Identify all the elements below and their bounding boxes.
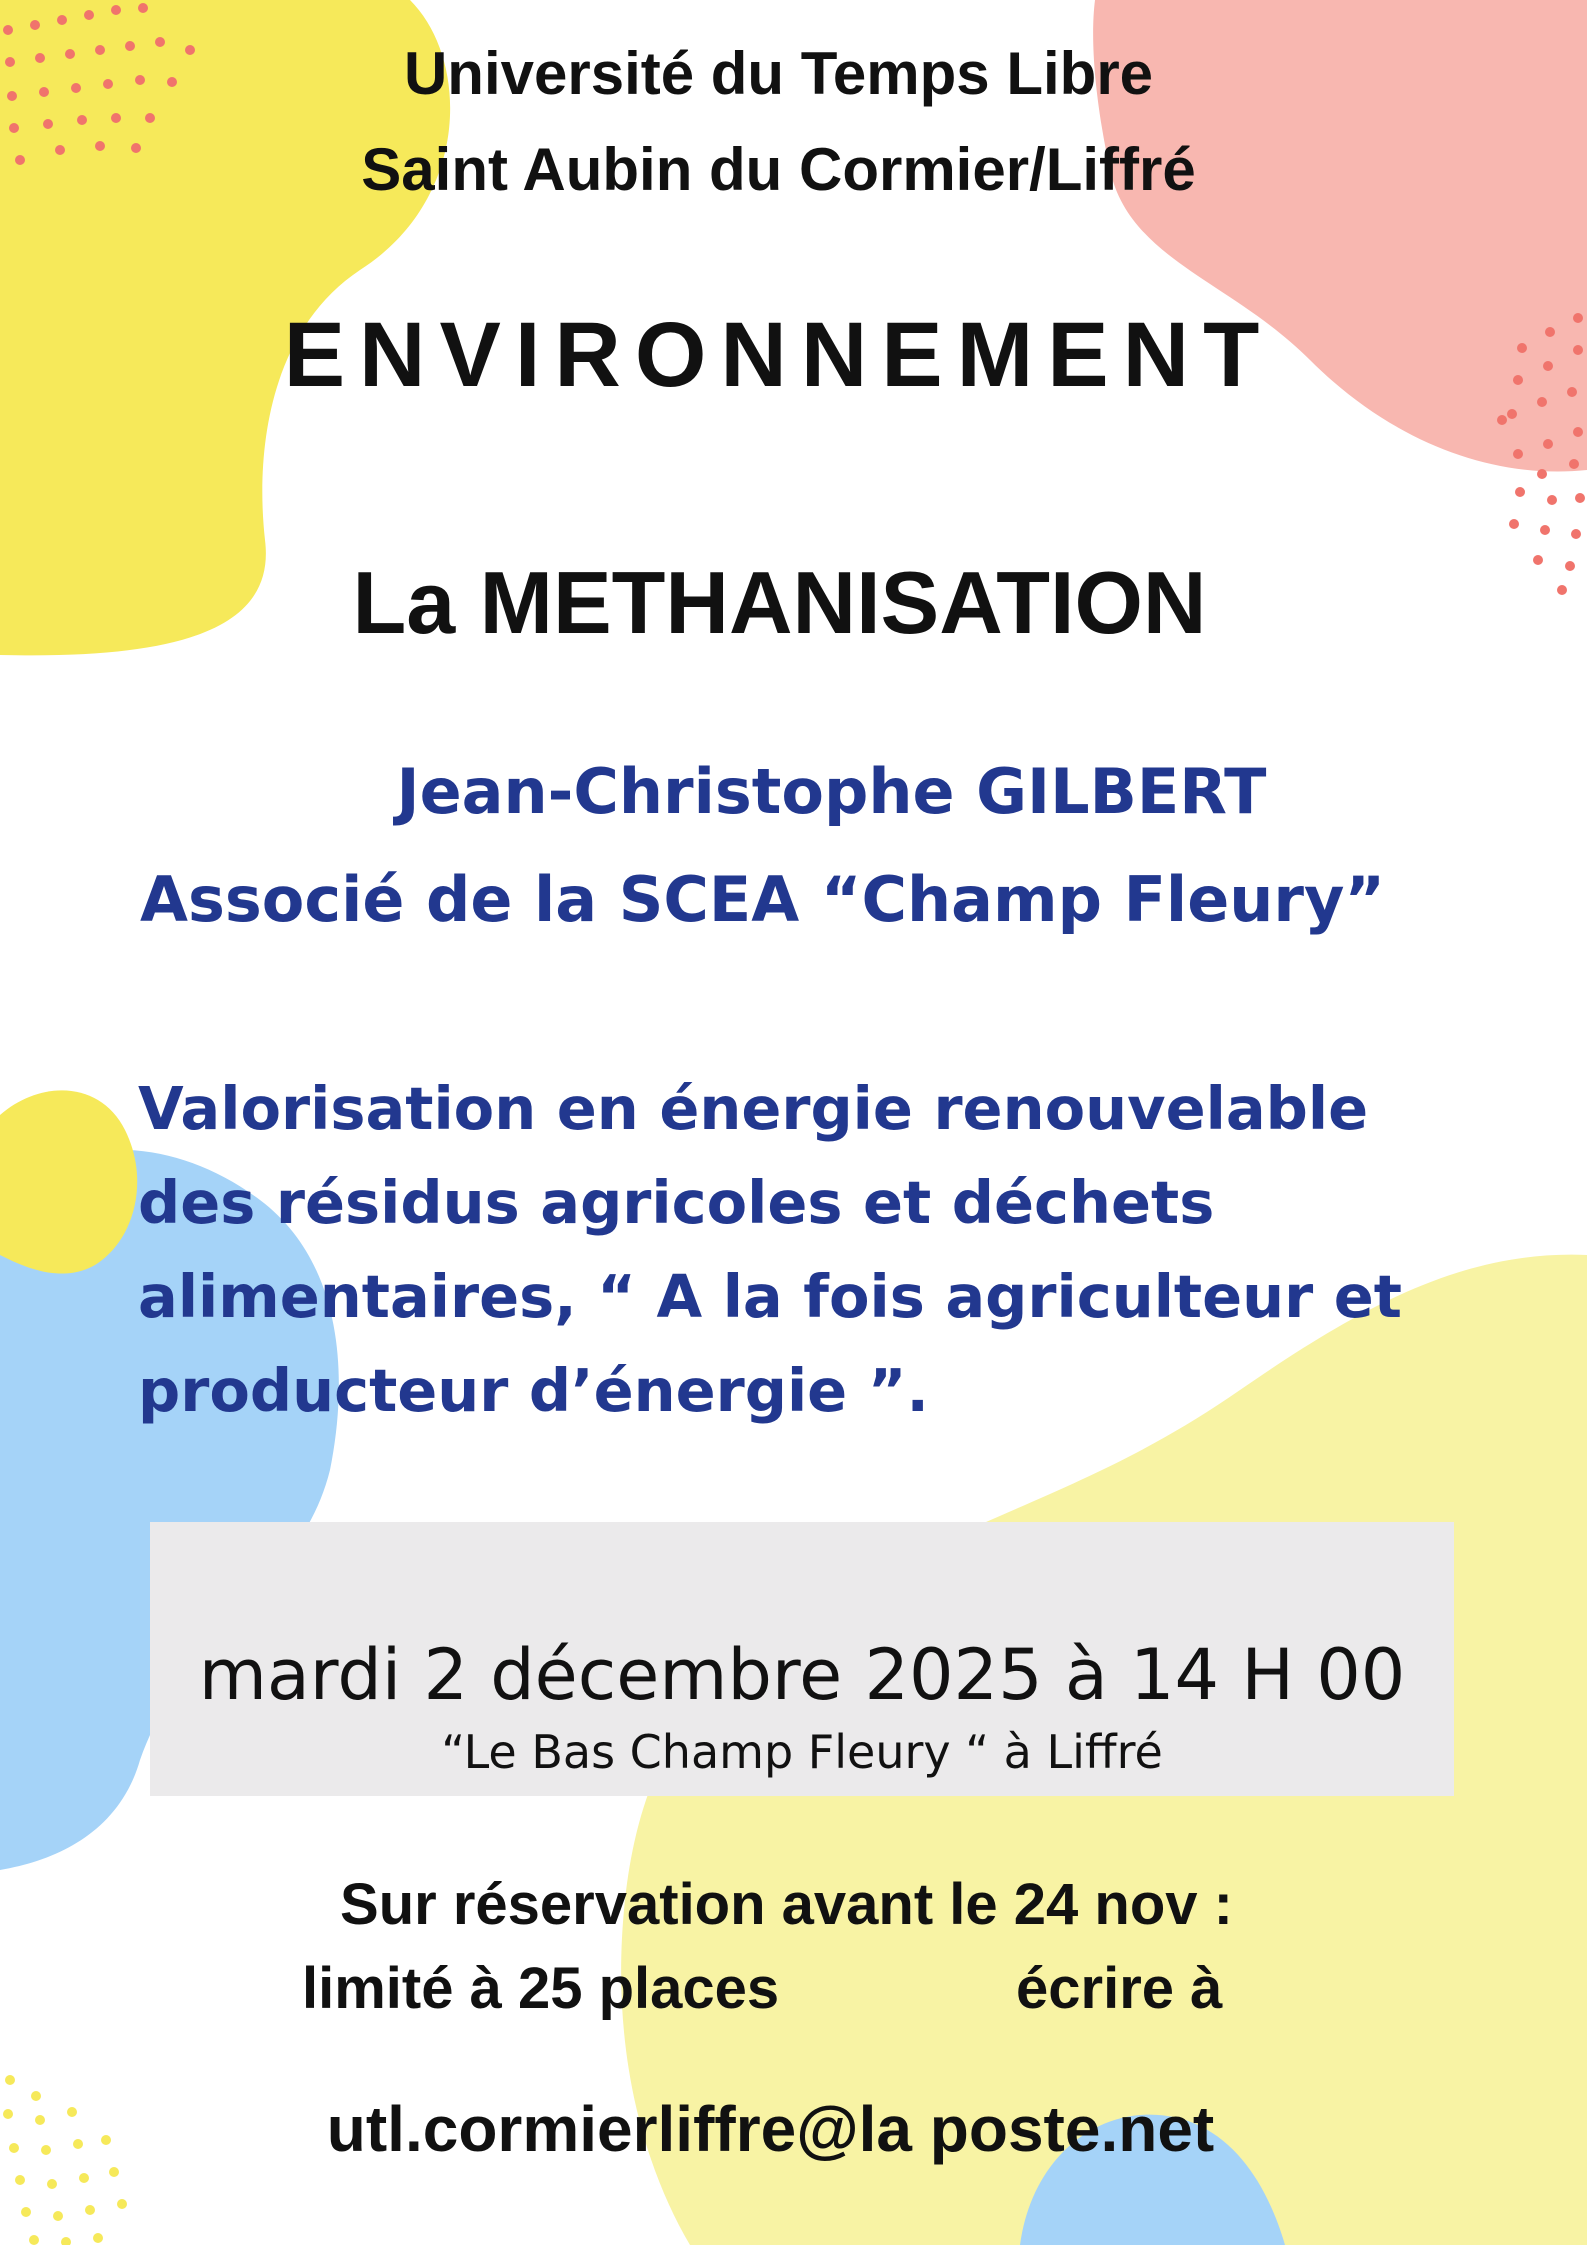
description-line: Valorisation en énergie renouvelable xyxy=(138,1074,1369,1143)
talk-description xyxy=(138,1062,1518,1438)
event-date-box xyxy=(150,1522,1454,1796)
description-line: alimentaires, “ A la fois agriculteur et xyxy=(138,1262,1403,1331)
reservation-limit: limité à 25 places xyxy=(302,1956,780,2021)
event-place: “Le Bas Champ Fleury “ à Liffré xyxy=(441,1725,1163,1779)
organization-name: Université du Temps Libre xyxy=(403,40,1154,107)
contact-email[interactable]: utl.cormierliffre@la poste.net xyxy=(326,2093,1215,2165)
speaker-name: Jean-Christophe GILBERT xyxy=(396,755,1267,828)
description-line: producteur d’énergie ”. xyxy=(138,1356,929,1425)
reservation-deadline: Sur réservation avant le 24 nov : xyxy=(340,1872,1233,1937)
theme-heading: ENVIRONNEMENT xyxy=(283,304,1274,406)
description-line: des résidus agricoles et déchets xyxy=(138,1168,1215,1237)
speaker-role: Associé de la SCEA “Champ Fleury” xyxy=(140,863,1386,936)
organization-location: Saint Aubin du Cormier/Liffré xyxy=(361,136,1196,203)
talk-title: La METHANISATION xyxy=(352,553,1207,652)
reservation-write: écrire à xyxy=(1016,1956,1223,2021)
event-date: mardi 2 décembre 2025 à 14 H 00 xyxy=(198,1634,1406,1716)
